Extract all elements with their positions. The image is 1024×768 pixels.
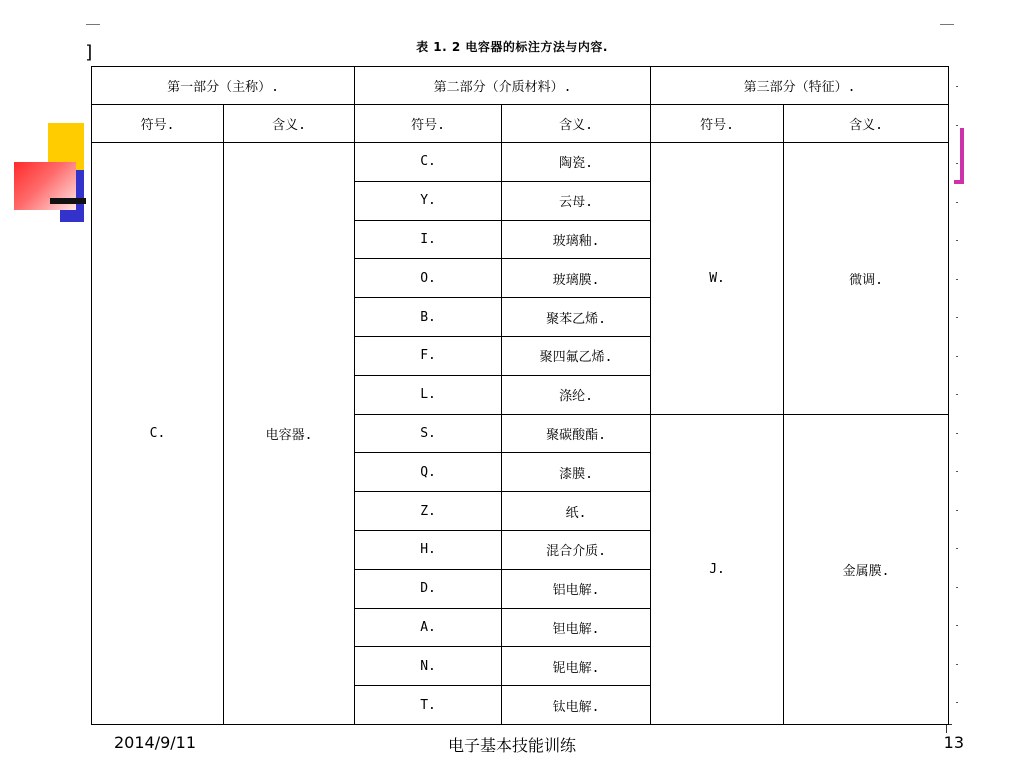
part2-symbol: T. (355, 686, 502, 725)
subheader-symbol-3: 符号. (651, 105, 784, 143)
part3-symbol: J. (651, 414, 784, 724)
part2-meaning: 聚苯乙烯. (502, 298, 651, 337)
part2-meaning: 铝电解. (502, 569, 651, 608)
table-title: 表 1. 2 电容器的标注方法与内容. (416, 40, 608, 54)
part3-symbol: W. (651, 143, 784, 415)
part2-meaning: 钛电解. (502, 686, 651, 725)
page-corner-mark-top-right (940, 24, 954, 25)
paragraph-mark (956, 587, 958, 588)
part2-symbol: L. (355, 375, 502, 414)
part2-symbol: Y. (355, 181, 502, 220)
paragraph-marks-column (954, 70, 962, 720)
paragraph-mark (956, 86, 958, 87)
table-sub-header-row (92, 105, 949, 143)
part2-meaning: 纸. (502, 492, 651, 531)
part2-meaning: 涤纶. (502, 375, 651, 414)
part2-symbol: Q. (355, 453, 502, 492)
part2-meaning: 铌电解. (502, 647, 651, 686)
part2-meaning: 混合介质. (502, 530, 651, 569)
paragraph-mark (956, 510, 958, 511)
part2-symbol: O. (355, 259, 502, 298)
paragraph-mark (956, 702, 958, 703)
part2-meaning: 钽电解. (502, 608, 651, 647)
subheader-meaning-3: 含义. (784, 105, 949, 143)
table-row (92, 143, 949, 182)
footer-title: 电子基本技能训练 (447, 736, 576, 755)
part2-symbol: I. (355, 220, 502, 259)
part2-meaning: 云母. (502, 181, 651, 220)
part2-symbol: H. (355, 530, 502, 569)
paragraph-mark (956, 125, 958, 126)
part2-symbol: C. (355, 143, 502, 182)
part3-meaning: 金属膜. (784, 414, 949, 724)
subheader-meaning-2: 含义. (502, 105, 651, 143)
paragraph-mark (956, 163, 958, 164)
paragraph-mark (956, 240, 958, 241)
paragraph-mark (956, 471, 958, 472)
part2-symbol: Z. (355, 492, 502, 531)
capacitor-marking-table (91, 66, 949, 725)
paragraph-mark (956, 356, 958, 357)
footer-page-number: 13 (943, 733, 964, 752)
part2-symbol: N. (355, 647, 502, 686)
paragraph-mark (956, 202, 958, 203)
paragraph-mark (956, 625, 958, 626)
paragraph-mark (956, 664, 958, 665)
part2-symbol: F. (355, 336, 502, 375)
page-corner-mark-top-left (86, 24, 100, 25)
part2-symbol: S. (355, 414, 502, 453)
subheader-symbol-2: 符号. (355, 105, 502, 143)
part2-meaning: 聚四氟乙烯. (502, 336, 651, 375)
decor-black-bar (50, 198, 86, 204)
header-part-1: 第一部分（主称）. (92, 67, 355, 105)
paragraph-mark (956, 548, 958, 549)
subheader-symbol-1: 符号. (92, 105, 224, 143)
part2-meaning: 玻璃釉. (502, 220, 651, 259)
table-group-header-row (92, 67, 949, 105)
part1-meaning: 电容器. (224, 143, 355, 725)
part2-meaning: 陶瓷. (502, 143, 651, 182)
page-corner-mark-bottom-right (946, 724, 952, 733)
header-part-3: 第三部分（特征）. (651, 67, 949, 105)
paragraph-mark (956, 433, 958, 434)
part2-symbol: A. (355, 608, 502, 647)
part1-symbol: C. (92, 143, 224, 725)
subheader-meaning-1: 含义. (224, 105, 355, 143)
header-part-2: 第二部分（介质材料）. (355, 67, 651, 105)
paragraph-mark (956, 279, 958, 280)
part2-symbol: D. (355, 569, 502, 608)
text-cursor-bracket-icon: ] (84, 42, 95, 63)
paragraph-mark (956, 317, 958, 318)
part2-meaning: 漆膜. (502, 453, 651, 492)
part2-symbol: B. (355, 298, 502, 337)
footer-date: 2014/9/11 (114, 733, 197, 752)
part2-meaning: 玻璃膜. (502, 259, 651, 298)
part3-meaning: 微调. (784, 143, 949, 415)
part2-meaning: 聚碳酸酯. (502, 414, 651, 453)
paragraph-mark (956, 394, 958, 395)
